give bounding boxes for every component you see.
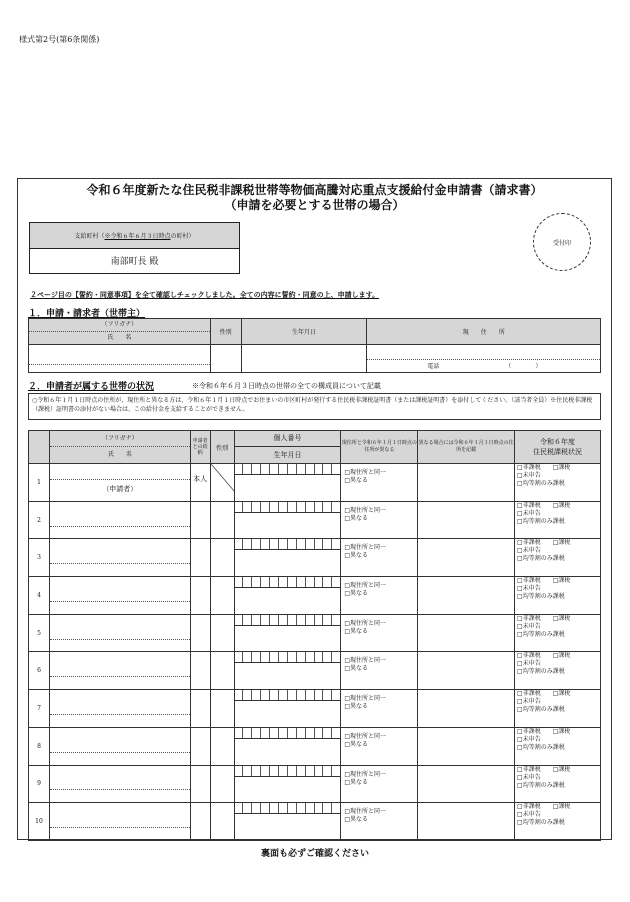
member-id-birth-field[interactable] — [234, 614, 341, 652]
check-per-capita[interactable]: □均等割のみ課税 — [517, 555, 565, 563]
tax-status-field[interactable] — [515, 614, 601, 652]
applicant-table — [28, 318, 601, 373]
household-row — [29, 501, 601, 539]
check-same-address[interactable]: □現住所と同一 — [344, 808, 387, 816]
form-subtitle: （申請を必要とする世帯の場合） — [224, 198, 405, 212]
check-unfiled[interactable]: □未申告 — [517, 509, 541, 517]
check-per-capita[interactable]: □均等割のみ課税 — [517, 593, 565, 601]
hdr-individual-number: 個人番号 — [235, 431, 341, 447]
municipality-header-suffix: の町村） — [170, 233, 195, 240]
household-row — [29, 727, 601, 765]
applicant-address-header: 現 住 所 — [367, 319, 601, 345]
member-name-field[interactable] — [49, 464, 190, 502]
applicant-gender-field[interactable] — [210, 345, 241, 373]
member-gender-field[interactable] — [210, 765, 234, 803]
previous-address-field[interactable] — [418, 577, 515, 615]
previous-address-field[interactable] — [418, 690, 515, 728]
member-id-birth-field[interactable] — [234, 652, 341, 690]
row-number: 1 — [29, 464, 50, 502]
tax-status-field[interactable] — [515, 652, 601, 690]
section1-heading: １．申請・請求者（世帯主） — [28, 309, 146, 319]
section2-heading: ２．申請者が属する世帯の状況 — [28, 382, 155, 392]
section2-instructions: ○令和６年１月１日時点の住所が、現住所と異なる方は、令和６年１月１日時点でお住まいの市区町村が発行する住民税非課税証明書（または課税証明書）を添付してください。（該当者全員）※住民税非課税（課税）証明書の添付がない場合は、この給付金を支給することができません。 — [28, 393, 601, 420]
phone-parens[interactable]: （ ） — [505, 363, 542, 370]
household-row — [29, 803, 601, 841]
previous-address-field[interactable] — [418, 652, 515, 690]
check-different-address[interactable]: □異なる — [344, 703, 369, 711]
check-same-address[interactable]: □現住所と同一 — [344, 506, 387, 514]
individual-number-boxes[interactable] — [235, 652, 341, 663]
not-applicable-slash — [211, 464, 235, 500]
household-row — [29, 614, 601, 652]
previous-address-field[interactable] — [418, 614, 515, 652]
check-unfiled[interactable]: □未申告 — [517, 811, 541, 819]
form-number: 様式第2号(第6条関係) — [19, 35, 100, 44]
household-row — [29, 577, 601, 615]
individual-number-boxes[interactable] — [235, 728, 341, 739]
check-nontaxable[interactable]: □非課税 — [517, 614, 541, 622]
previous-address-field[interactable] — [418, 727, 515, 765]
check-per-capita[interactable]: □均等割のみ課税 — [517, 630, 565, 638]
member-gender-field[interactable] — [210, 539, 234, 577]
check-unfiled[interactable]: □未申告 — [517, 698, 541, 706]
check-taxable[interactable]: □課税 — [552, 727, 571, 735]
check-same-address[interactable]: □現住所と同一 — [344, 544, 387, 552]
tax-status-field[interactable] — [515, 765, 601, 803]
member-gender-field[interactable] — [210, 501, 234, 539]
member-id-birth-field[interactable] — [234, 690, 341, 728]
check-nontaxable[interactable]: □非課税 — [517, 464, 541, 471]
hdr-furigana: （フリガナ） — [50, 431, 190, 447]
previous-address-field[interactable] — [418, 765, 515, 803]
member-name-field[interactable] — [49, 803, 190, 841]
individual-number-boxes[interactable] — [235, 690, 341, 701]
address-compare-field[interactable] — [341, 539, 418, 577]
hdr-id-birth — [234, 431, 341, 464]
member-id-birth-field[interactable] — [234, 539, 341, 577]
applicant-furigana-label: （フリガナ） — [29, 319, 210, 332]
check-nontaxable[interactable]: □非課税 — [517, 501, 541, 509]
form-title: 令和６年度新たな住民税非課税世帯等物価高騰対応重点支援給付金申請書（請求書） — [86, 183, 543, 197]
member-relation-field[interactable] — [190, 577, 210, 615]
check-different-address[interactable]: □異なる — [344, 665, 369, 673]
address-compare-field[interactable] — [341, 501, 418, 539]
household-row — [29, 690, 601, 728]
municipality-header-date: ※令和６年６月３日時点 — [104, 233, 171, 240]
member-name-field[interactable] — [49, 577, 190, 615]
check-taxable[interactable]: □課税 — [552, 652, 571, 660]
address-compare-field[interactable] — [341, 652, 418, 690]
row1-applicant-label: （申請者） — [102, 484, 138, 493]
row-number: 10 — [29, 803, 50, 841]
municipality-header — [30, 223, 239, 249]
check-taxable[interactable]: □課税 — [552, 501, 571, 509]
check-taxable[interactable]: □課税 — [552, 614, 571, 622]
hdr-tax-status: 住民税課税状況 — [533, 448, 583, 456]
member-relation-field[interactable] — [190, 727, 210, 765]
member-name-field[interactable] — [49, 501, 190, 539]
check-per-capita[interactable]: □均等割のみ課税 — [517, 781, 565, 789]
individual-number-boxes[interactable] — [235, 539, 341, 550]
member-gender-field[interactable] — [210, 577, 234, 615]
row-number: 6 — [29, 652, 50, 690]
member-gender-field[interactable] — [210, 727, 234, 765]
previous-address-field[interactable] — [418, 803, 515, 841]
check-different-address[interactable]: □異なる — [344, 477, 369, 484]
hdr-address-if-diff: 異なる場合には令和６年１月１日時点の住所を記載 — [418, 431, 515, 464]
tax-line1 — [515, 502, 600, 510]
member-relation-field[interactable] — [190, 803, 210, 841]
member-id-birth-field[interactable] — [234, 501, 341, 539]
tax-status-field[interactable] — [515, 577, 601, 615]
address-compare-field[interactable] — [341, 727, 418, 765]
member-gender-field[interactable] — [210, 690, 234, 728]
check-taxable[interactable]: □課税 — [552, 690, 571, 698]
check-same-address[interactable]: □現住所と同一 — [344, 695, 387, 703]
member-id-birth-field[interactable] — [234, 765, 341, 803]
household-row — [29, 539, 601, 577]
member-gender-field[interactable] — [210, 614, 234, 652]
check-nontaxable[interactable]: □非課税 — [517, 577, 541, 585]
municipality-box — [29, 222, 240, 274]
tax-line1 — [515, 728, 600, 736]
check-nontaxable[interactable]: □非課税 — [517, 765, 541, 773]
address-compare-field[interactable] — [341, 464, 418, 502]
check-unfiled[interactable]: □未申告 — [517, 472, 541, 479]
row-number: 5 — [29, 614, 50, 652]
member-name-field[interactable] — [49, 539, 190, 577]
check-same-address[interactable]: □現住所と同一 — [344, 619, 387, 627]
applicant-name-header — [29, 319, 211, 345]
tax-line1 — [515, 690, 600, 698]
check-different-address[interactable]: □異なる — [344, 627, 369, 635]
hdr-name — [49, 431, 190, 464]
member-name-field[interactable] — [49, 765, 190, 803]
tax-status-field[interactable] — [515, 727, 601, 765]
check-nontaxable[interactable]: □非課税 — [517, 727, 541, 735]
row-number: 4 — [29, 577, 50, 615]
address-compare-field[interactable] — [341, 577, 418, 615]
member-relation-field[interactable] — [190, 614, 210, 652]
check-taxable[interactable]: □課税 — [552, 464, 571, 471]
hdr-address-compare: 現住所と令和６年１月１日時点の住所が異なる — [341, 431, 418, 464]
tax-line1 — [515, 803, 600, 811]
applicant-name-field[interactable] — [29, 345, 211, 373]
addressee: 南部町長 殿 — [110, 257, 159, 267]
member-relation-field[interactable] — [190, 765, 210, 803]
stamp-label: 受付印 — [552, 239, 571, 247]
check-different-address[interactable]: □異なる — [344, 514, 369, 522]
member-relation-field[interactable] — [190, 501, 210, 539]
check-different-address[interactable]: □異なる — [344, 590, 369, 598]
member-id-birth-field[interactable] — [234, 577, 341, 615]
row-number: 7 — [29, 690, 50, 728]
tax-line1 — [515, 464, 600, 472]
member-gender-field[interactable] — [210, 652, 234, 690]
address-compare-field[interactable] — [341, 803, 418, 841]
applicant-birth-header: 生年月日 — [241, 319, 367, 345]
member-name-field[interactable] — [49, 690, 190, 728]
row-number: 9 — [29, 765, 50, 803]
hdr-relation: 申請者との続柄 — [190, 431, 210, 464]
check-unfiled[interactable]: □未申告 — [517, 622, 541, 630]
check-per-capita[interactable]: □均等割のみ課税 — [517, 743, 565, 751]
individual-number-boxes[interactable] — [235, 577, 341, 588]
individual-number-boxes[interactable] — [235, 766, 341, 777]
pledge-note: ２ページ目の【誓約・同意事項】を全て確認しチェックしました。全ての内容に誓約・同意の上、申請します。 — [30, 290, 380, 299]
check-per-capita[interactable]: □均等割のみ課税 — [517, 668, 565, 676]
check-unfiled[interactable]: □未申告 — [517, 735, 541, 743]
check-per-capita[interactable]: □均等割のみ課税 — [517, 517, 565, 525]
hdr-name-label: 氏 名 — [107, 451, 132, 458]
applicant-address-field[interactable] — [367, 345, 601, 373]
hdr-tax — [515, 431, 601, 464]
tax-status-field[interactable] — [515, 464, 601, 502]
tax-status-field[interactable] — [515, 690, 601, 728]
member-id-birth-field[interactable] — [234, 727, 341, 765]
member-name-field[interactable] — [49, 727, 190, 765]
member-name-field[interactable] — [49, 652, 190, 690]
check-different-address[interactable]: □異なる — [344, 552, 369, 560]
check-same-address[interactable]: □現住所と同一 — [344, 732, 387, 740]
hdr-number — [29, 431, 50, 464]
member-id-birth-field[interactable] — [234, 803, 341, 841]
tax-status-field[interactable] — [515, 501, 601, 539]
municipality-header-prefix: 支給町村（ — [74, 233, 105, 240]
row-number: 2 — [29, 501, 50, 539]
check-different-address[interactable]: □異なる — [344, 740, 369, 748]
check-nontaxable[interactable]: □非課税 — [517, 690, 541, 698]
applicant-gender-header: 性別 — [210, 319, 241, 345]
hdr-gender: 性別 — [210, 431, 234, 464]
row-number: 3 — [29, 539, 50, 577]
check-same-address[interactable]: □現住所と同一 — [344, 469, 387, 476]
previous-address-field[interactable] — [418, 464, 515, 502]
check-nontaxable[interactable]: □非課税 — [517, 652, 541, 660]
member-name-field[interactable] — [49, 614, 190, 652]
check-per-capita[interactable]: □均等割のみ課税 — [517, 819, 565, 827]
household-table — [28, 430, 601, 464]
hdr-birth: 生年月日 — [273, 451, 302, 459]
check-different-address[interactable]: □異なる — [344, 778, 369, 786]
check-different-address[interactable]: □異なる — [344, 816, 369, 824]
household-row — [29, 464, 601, 502]
member-relation-field[interactable] — [190, 539, 210, 577]
address-compare-field[interactable] — [341, 690, 418, 728]
household-row — [29, 765, 601, 803]
row-number: 8 — [29, 727, 50, 765]
hdr-tax-year: 令和６年度 — [540, 438, 576, 446]
member-relation-field[interactable] — [190, 652, 210, 690]
check-same-address[interactable]: □現住所と同一 — [344, 770, 387, 778]
check-unfiled[interactable]: □未申告 — [517, 773, 541, 781]
applicant-name-label: 氏 名 — [107, 334, 132, 341]
check-unfiled[interactable]: □未申告 — [517, 585, 541, 593]
applicant-birth-field[interactable] — [241, 345, 367, 373]
check-taxable[interactable]: □課税 — [552, 577, 571, 585]
check-taxable[interactable]: □課税 — [552, 803, 571, 811]
tax-line1 — [515, 577, 600, 585]
check-same-address[interactable]: □現住所と同一 — [344, 657, 387, 665]
tax-status-field[interactable] — [515, 539, 601, 577]
individual-number-boxes[interactable] — [235, 464, 341, 475]
tax-line1 — [515, 615, 600, 623]
member-relation-field[interactable] — [190, 690, 210, 728]
previous-address-field[interactable] — [418, 539, 515, 577]
check-nontaxable[interactable]: □非課税 — [517, 803, 541, 811]
check-same-address[interactable]: □現住所と同一 — [344, 582, 387, 590]
individual-number-boxes[interactable] — [235, 615, 341, 626]
check-unfiled[interactable]: □未申告 — [517, 547, 541, 555]
individual-number-boxes[interactable] — [235, 803, 341, 814]
footer-note: 裏面も必ずご確認ください — [260, 849, 369, 859]
tax-line1 — [515, 766, 600, 774]
check-per-capita[interactable]: □均等割のみ課税 — [517, 706, 565, 714]
check-nontaxable[interactable]: □非課税 — [517, 539, 541, 547]
address-compare-field[interactable] — [341, 614, 418, 652]
check-taxable[interactable]: □課税 — [552, 765, 571, 773]
member-gender-field[interactable] — [210, 464, 234, 502]
member-gender-field[interactable] — [210, 803, 234, 841]
individual-number-boxes[interactable] — [235, 502, 341, 513]
household-row — [29, 652, 601, 690]
check-unfiled[interactable]: □未申告 — [517, 660, 541, 668]
member-relation-field[interactable]: 本人 — [190, 464, 210, 502]
phone-label: 電話 — [427, 363, 440, 370]
check-per-capita[interactable]: □均等割のみ課税 — [517, 480, 565, 487]
previous-address-field[interactable] — [418, 501, 515, 539]
member-id-birth-field[interactable] — [234, 464, 341, 502]
address-compare-field[interactable] — [341, 765, 418, 803]
section2-heading-note: ※令和６年６月３日時点の世帯の全ての構成員について記載 — [192, 382, 381, 390]
check-taxable[interactable]: □課税 — [552, 539, 571, 547]
household-rows — [28, 463, 601, 841]
reception-stamp-area — [533, 213, 591, 271]
tax-status-field[interactable] — [515, 803, 601, 841]
